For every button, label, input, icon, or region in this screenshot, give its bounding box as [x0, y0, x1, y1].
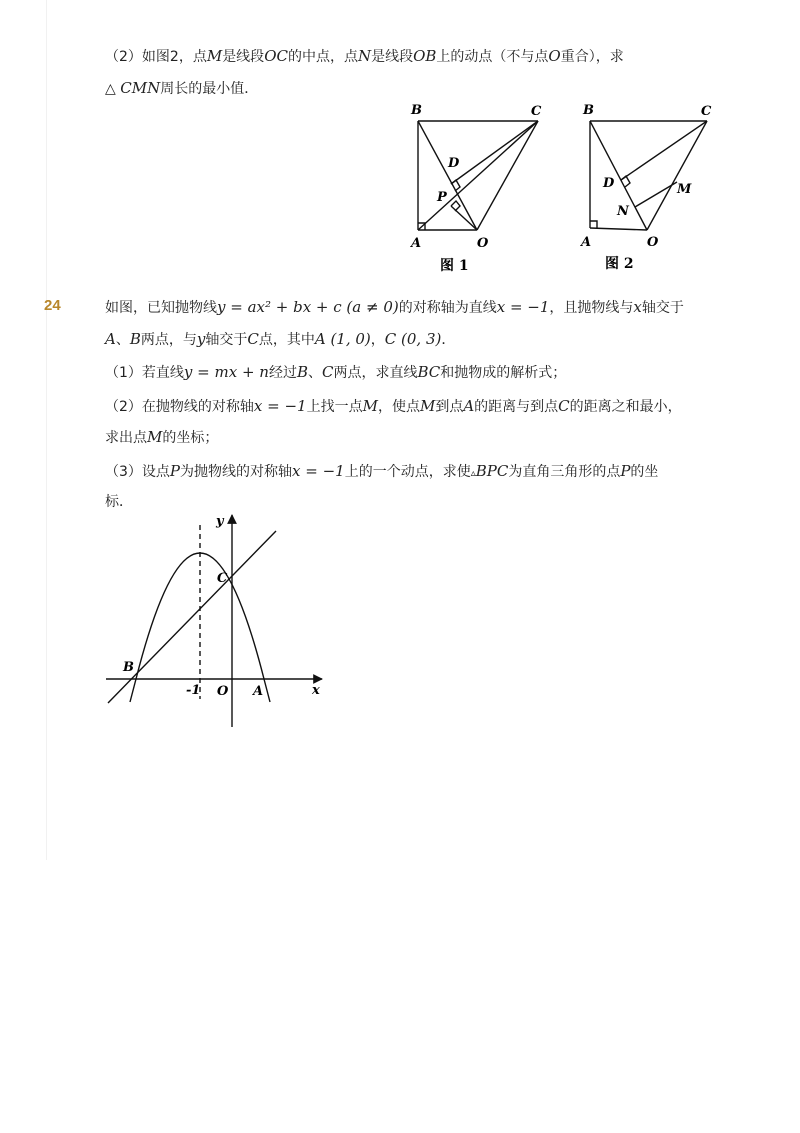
text: 重合），求	[560, 49, 624, 65]
fig2-label-M: M	[677, 182, 692, 197]
fig2-label-N: N	[617, 204, 629, 219]
text: 的距离之和最小，	[569, 399, 682, 415]
q24-line-4	[105, 396, 682, 417]
line-BC	[108, 531, 276, 703]
text: 上的一个动点，求使	[344, 464, 471, 480]
text: 轴交于	[205, 332, 248, 348]
text: （1）若直线	[105, 365, 184, 381]
fig1-label-A: A	[411, 236, 422, 251]
text: 的坐标；	[162, 430, 219, 446]
figure-2	[577, 100, 727, 280]
text: 到点	[435, 399, 464, 415]
fig1-label-O: O	[477, 236, 489, 251]
text: 两点，与	[140, 332, 197, 348]
math-CMN: CMN	[120, 79, 161, 97]
math-M: M	[206, 47, 223, 65]
fig2-label-O: O	[647, 235, 659, 250]
q24-line-6	[105, 461, 658, 484]
text: 求出点	[105, 430, 147, 446]
text: 上找一点	[306, 399, 363, 415]
text: 点，其中	[258, 332, 315, 348]
text: ，使点	[377, 399, 420, 415]
fig2-segment-AO	[590, 228, 647, 230]
text: 两点，求直线	[333, 365, 418, 381]
fig2-label-D: D	[603, 176, 615, 191]
fig2-segment-NM	[635, 182, 677, 207]
q24-line-5	[105, 427, 218, 448]
text: 的对称轴为直线	[398, 300, 497, 316]
math-point-C: C (0, 3)	[384, 330, 442, 348]
math-line-equation: y = mx + n	[183, 363, 269, 381]
q24-line-2	[105, 329, 455, 350]
graph-label-B: B	[123, 660, 134, 675]
figure-1	[405, 100, 555, 280]
text: 经过	[268, 365, 297, 381]
text: 如图，已知抛物线	[105, 300, 217, 316]
text: （3）设点	[105, 464, 170, 480]
math-A: A	[105, 330, 116, 348]
math-OC: OC	[264, 47, 288, 65]
math-axis-equation: x = −1	[292, 462, 345, 480]
math-OB: OB	[413, 47, 437, 65]
fig2-label-A: A	[581, 235, 592, 250]
parabola-graph	[100, 505, 340, 735]
question-number: 24	[44, 297, 61, 314]
math-axis-equation: x = −1	[496, 298, 550, 316]
fig1-caption: 图 1	[440, 258, 469, 274]
text: ，且抛物线与	[549, 300, 634, 316]
triangle-symbol: △	[105, 81, 116, 97]
math-C: C	[558, 397, 570, 415]
math-y: y	[196, 330, 206, 348]
math-M: M	[362, 397, 378, 415]
fig2-segment-OC	[647, 121, 707, 230]
math-P: P	[169, 462, 181, 480]
graph-label-C: C	[217, 571, 228, 586]
text: 的中点，点	[287, 49, 358, 65]
text: 轴交于	[641, 300, 684, 316]
fig1-segment-AC	[418, 121, 538, 230]
math-N: N	[357, 47, 372, 65]
math-B: B	[296, 363, 308, 381]
math-point-A: A (1, 0)	[314, 330, 371, 348]
text: ．	[441, 332, 456, 348]
math-axis-equation: x = −1	[253, 397, 307, 415]
text: 为直角三角形的点	[508, 464, 621, 480]
text: 是线段	[222, 49, 265, 65]
graph-label-x: x	[312, 683, 320, 698]
math-O: O	[548, 47, 561, 65]
fig1-segment-CD	[451, 121, 538, 184]
q24-line-3	[105, 362, 566, 383]
fig2-label-C: C	[701, 104, 712, 119]
math-parabola-equation: y = ax² + bx + c (a ≠ 0)	[217, 298, 399, 316]
text: 标．	[105, 494, 133, 510]
fig1-label-D: D	[448, 156, 460, 171]
text: 、	[115, 332, 130, 348]
graph-label-neg1: -1	[186, 683, 201, 698]
text: 的距离与到点	[474, 399, 559, 415]
q24-line-1	[105, 297, 684, 318]
math-BPC: BPC	[475, 462, 509, 480]
fig1-segment-OP	[451, 206, 477, 230]
math-C: C	[321, 363, 334, 381]
graph-label-A: A	[253, 684, 264, 699]
text: （2）在抛物线的对称轴	[105, 399, 254, 415]
math-BC: BC	[417, 363, 441, 381]
fig1-label-P: P	[437, 190, 447, 205]
text: 周长的最小值．	[160, 81, 259, 97]
fig1-label-C: C	[531, 104, 542, 119]
text: 是线段	[371, 49, 414, 65]
math-A: A	[463, 397, 475, 415]
math-M: M	[147, 428, 163, 446]
triangle-symbol: ▵	[470, 468, 476, 479]
prev-question-line-2	[105, 78, 258, 99]
math-B: B	[129, 330, 141, 348]
text: 和抛物成的解析式；	[440, 365, 567, 381]
parabola-left-tail	[130, 679, 136, 702]
fig2-caption: 图 2	[605, 256, 634, 272]
text: （2）如图2，点	[105, 49, 207, 65]
fig2-label-B: B	[583, 103, 594, 118]
prev-question-line-1	[105, 46, 624, 67]
fig1-segment-OC	[477, 121, 538, 230]
math-C: C	[247, 330, 259, 348]
math-M: M	[419, 397, 436, 415]
text: 上的动点（不与点	[436, 49, 549, 65]
text: ，	[370, 332, 385, 348]
fig2-segment-CD	[621, 121, 707, 180]
fig2-right-angle-A	[590, 221, 597, 228]
text: 、	[307, 365, 322, 381]
fig1-segment-BO	[418, 121, 477, 230]
graph-label-O: O	[217, 684, 229, 699]
graph-label-y: y	[216, 514, 224, 529]
text: 的坐	[630, 464, 659, 480]
fig1-label-B: B	[411, 103, 422, 118]
math-x: x	[633, 298, 642, 316]
math-P: P	[620, 462, 631, 480]
left-margin-rule	[46, 0, 47, 860]
text: 为抛物线的对称轴	[180, 464, 293, 480]
